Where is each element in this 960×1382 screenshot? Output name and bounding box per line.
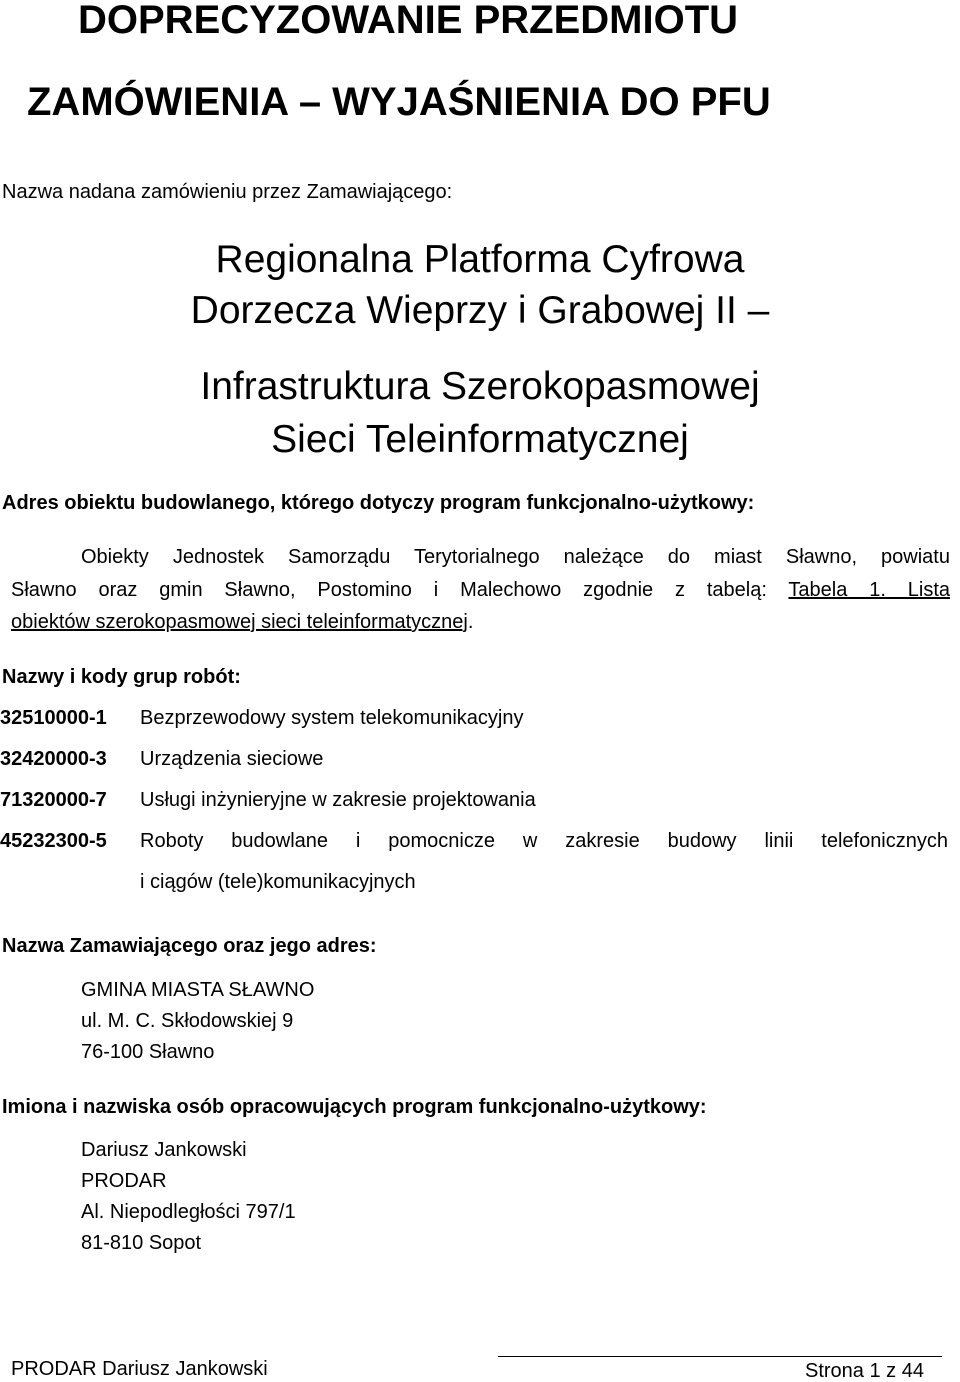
work-codes-label: Nazwy i kody grup robót: [2, 666, 241, 688]
author-city: 81-810 Sopot [81, 1232, 202, 1254]
order-name-label: Nazwa nadana zamówieniu przez Zamawiającego: [2, 181, 453, 203]
author-company: PRODAR [81, 1170, 167, 1192]
employer-label: Nazwa Zamawiającego oraz jego adres: [2, 935, 377, 957]
code-value: 32510000-1 [0, 707, 107, 729]
table-reference-link[interactable]: Tabela 1. Lista [788, 579, 950, 601]
author-name: Dariusz Jankowski [81, 1139, 247, 1161]
project-name-line4: Sieci Teleinformatycznej [271, 418, 689, 461]
object-address-line3 [11, 612, 473, 632]
object-address-label: Adres obiektu budowlanego, którego dotyczy program funkcjonalno-użytkowy: [2, 492, 755, 514]
document-title-line1: DOPRECYZOWANIE PRZEDMIOTU [78, 0, 739, 42]
project-name-line1: Regionalna Platforma Cyfrowa [215, 238, 745, 281]
code-value: 45232300-5 [0, 830, 107, 852]
employer-street: ul. M. C. Skłodowskiej 9 [81, 1010, 294, 1032]
code-value: 32420000-3 [0, 748, 107, 770]
footer-divider [498, 1356, 942, 1357]
table-reference-link-cont[interactable]: obiektów szerokopasmowej sieci teleinformatycznej [11, 611, 468, 633]
project-name-line2: Dorzecza Wieprzy i Grabowej II – [190, 289, 770, 332]
author-street: Al. Niepodległości 797/1 [81, 1201, 296, 1223]
code-description: Bezprzewodowy system telekomunikacyjny [140, 707, 524, 729]
project-name-line3: Infrastruktura Szerokopasmowej [200, 365, 760, 408]
page-number: Strona 1 z 44 [805, 1360, 924, 1382]
employer-name: GMINA MIASTA SŁAWNO [81, 979, 315, 1001]
object-address-line1: Obiekty Jednostek Samorządu Terytorialnego należące do miast Sławno, powiatu [81, 546, 950, 568]
authors-label: Imiona i nazwiska osób opracowujących program funkcjonalno-użytkowy: [2, 1096, 707, 1118]
code-description: Urządzenia sieciowe [140, 748, 324, 770]
code-description: Usługi inżynieryjne w zakresie projektowania [140, 789, 536, 811]
document-title-line2: ZAMÓWIENIA – WYJAŚNIENIA DO PFU [27, 80, 771, 124]
object-address-line3-tail: . [467, 611, 474, 633]
object-address-line2-text: Sławno oraz gmin Sławno, Postomino i Malechowo zgodnie z tabelą: [11, 579, 789, 601]
code-description: Roboty budowlane i pomocnicze w zakresie budowy linii telefonicznych [140, 830, 948, 852]
code-description-cont: i ciągów (tele)komunikacyjnych [140, 871, 416, 893]
employer-city: 76-100 Sławno [81, 1041, 215, 1063]
footer-left: PRODAR Dariusz Jankowski [11, 1358, 268, 1380]
code-value: 71320000-7 [0, 789, 107, 811]
object-address-line2 [11, 580, 950, 600]
